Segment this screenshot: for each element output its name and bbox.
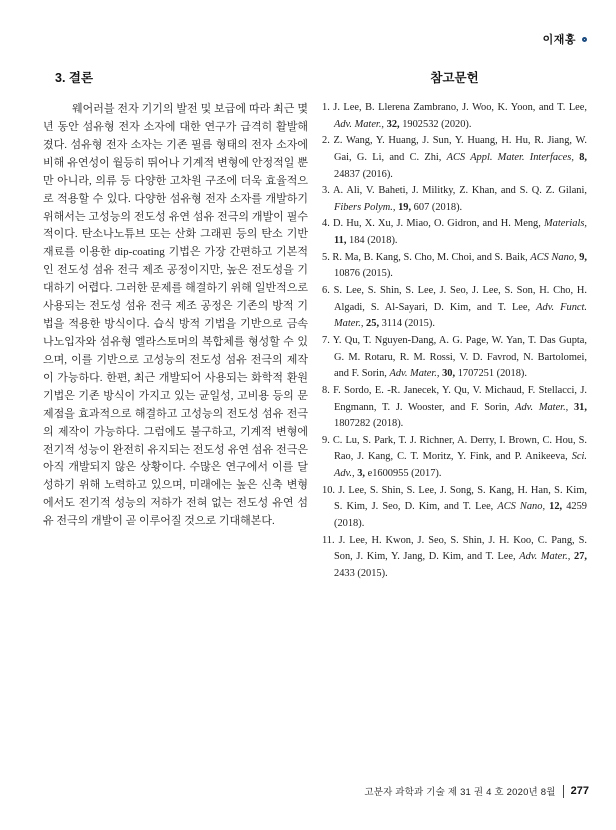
reference-number: 7.	[322, 334, 333, 346]
footer-divider	[563, 785, 564, 798]
reference-authors: C. Lu, S. Park, T. J. Richner, A. Derry, I. Brown, C. Hou, S. Rao, J. Kang, C. T. Moritz, Y. Fink, and P. Anikeeva,	[332, 434, 587, 463]
reference-journal: Adv. Mater.,	[389, 368, 443, 380]
references-column	[322, 68, 587, 583]
reference-number: 10.	[322, 484, 339, 496]
reference-number: 11.	[322, 534, 339, 546]
reference-journal: Adv. Mater.,	[519, 551, 574, 563]
reference-pages-year: 1707251 (2018).	[457, 368, 527, 380]
two-column-body	[43, 68, 587, 583]
reference-number: 5.	[322, 251, 333, 263]
reference-pages-year: 24837 (2016).	[334, 168, 393, 180]
reference-journal: ACS Nano,	[530, 251, 580, 263]
reference-authors: Y. Qu, T. Nguyen-Dang, A. G. Page, W. Yan, T. Das Gupta, G. M. Rotaru, R. M. Rossi, V. D. Favrod, N. Bartolomei, and F. Sorin,	[332, 334, 587, 380]
reference-item	[322, 433, 587, 483]
reference-item	[322, 483, 587, 533]
reference-number: 1.	[322, 102, 334, 113]
reference-item	[322, 250, 587, 283]
footer-page-number: 277	[570, 785, 589, 797]
reference-number: 8.	[322, 384, 334, 396]
reference-item	[322, 333, 587, 383]
reference-item	[322, 283, 587, 333]
conclusion-paragraph: 웨어러블 전자 기기의 발전 및 보급에 따라 최근 몇 년 동안 섬유형 전자 소자에 대한 연구가 급격히 활발해졌다. 섬유형 전자 소자는 기존 필름 형태의 전자 소자에 비해 유연성이 월등히 뛰어나 기계적 변형에 안정적일 뿐만 아니라, 의류 등 다양한 고차원 구조에 더욱 효율적으로 적용할 수 있다. 다양한 섬유형 전자 소자를 개발하기 위해서는 고성능의 전도성 유연 섬유 전극의 개발이 필수적이다. 탄소나노튜브 또는 산화 그래핀 등의 탄소 기반 재료를 이용한 dip-coating 기법은 가장 간편하고 기본적인 전도성 섬유 전극 제조 공정이지만, 높은 전도성을 기대하기 어렵다. 그러한 문제를 해결하기 위해 일반적으로 사용되는 전도성 섬유 전극 제조 공정은 기존의 방적 기법을 적용한 방식이다. 습식 방적 기법을 기반으로 금속 나노입자와 섬유형 엘라스토머의 복합체를 형성할 수 있으며, 이를 기반으로 고성능의 전도성 섬유 전극의 제작이 가능하다. 한편, 최근 개발되어 사용되는 화학적 환원 기법은 기존 방식이 가지고 있는 균일성, 고비용 등의 문제점을 효과적으로 해결하고 고성능의 전도성 섬유 전극의 제작이 가능하다. 그럼에도 불구하고, 기계적 변형에 전기적 성능이 완전히 유지되는 전도성 유연 섬유 전극은 아직 개발되지 않은 상황이다. 수많은 연구에서 이를 달성하기 위해 노력하고 있으며, 미래에는 높은 신축 변형에서도 전기적 성능의 저하가 전혀 없는 전도성 유연 섬유 전극의 개발이 곧 이루어질 것으로 기대해본다.	[43, 103, 308, 528]
reference-pages-year: 2433 (2015).	[334, 567, 388, 579]
reference-number: 9.	[322, 434, 333, 446]
reference-volume: 9,	[579, 251, 587, 263]
reference-journal: ACS Appl. Mater. Interfaces,	[446, 151, 580, 163]
reference-pages-year: 184 (2018).	[349, 235, 398, 247]
reference-volume: 32,	[386, 118, 403, 130]
reference-volume: 19,	[398, 201, 414, 213]
author-ring-icon	[582, 37, 587, 42]
reference-pages-year: 1807282 (2018).	[334, 418, 404, 430]
reference-item	[322, 533, 587, 583]
reference-number: 6.	[322, 285, 334, 297]
reference-pages-year: 10876 (2015).	[334, 268, 393, 280]
reference-journal: Materials,	[544, 218, 588, 230]
reference-pages-year: 4259 (2018).	[334, 501, 587, 530]
reference-authors: J. Lee, S. Shin, S. Lee, J. Song, S. Kang, H. Han, S. Kim, S. Kim, J. Seo, D. Kim, and T. Lee,	[334, 484, 587, 513]
page-header	[543, 31, 587, 47]
reference-authors: A. Ali, V. Baheti, J. Militky, Z. Khan, and S. Q. Z. Gilani,	[333, 185, 587, 197]
reference-pages-year: 3114 (2015).	[381, 318, 435, 330]
reference-item	[322, 183, 587, 216]
reference-journal: ACS Nano,	[497, 501, 550, 513]
reference-authors: J. Lee, B. Llerena Zambrano, J. Woo, K. Yoon, and T. Lee,	[333, 102, 588, 113]
reference-pages-year: e1600955 (2017).	[367, 468, 442, 480]
reference-journal: Sci. Adv.,	[334, 451, 587, 480]
reference-volume: 12,	[549, 501, 567, 513]
reference-pages-year: 1902532 (2020).	[402, 118, 472, 130]
reference-number: 3.	[322, 185, 334, 197]
reference-journal: Adv. Mater.,	[334, 118, 387, 130]
reference-volume: 8,	[579, 151, 587, 163]
reference-journal: Fibers Polym.,	[334, 201, 399, 213]
reference-authors: R. Ma, B. Kang, S. Cho, M. Choi, and S. Baik,	[332, 251, 531, 263]
footer-journal-info: 고분자 과학과 기술 제 31 권 4 호 2020년 8월	[364, 787, 556, 798]
reference-authors: F. Sordo, E. -R. Janecek, Y. Qu, V. Michaud, F. Stellacci, J. Engmann, T. J. Wooster, and F. Sorin,	[333, 384, 587, 413]
conclusion-heading: 3. 결론	[55, 71, 94, 85]
conclusion-column	[43, 68, 308, 583]
references-heading: 참고문헌	[430, 71, 479, 85]
reference-item	[322, 133, 587, 183]
reference-authors: S. Lee, S. Shin, S. Lee, J. Seo, J. Lee, S. Son, H. Cho, H. Algadi, S. Al-Sayari, D. Kim, and T. Lee,	[333, 285, 588, 313]
reference-pages-year: 607 (2018).	[413, 201, 463, 213]
reference-authors: Z. Wang, Y. Huang, J. Sun, Y. Huang, H. Hu, R. Jiang, W. Gai, G. Li, and C. Zhi,	[333, 135, 587, 163]
reference-journal: Adv. Mater.,	[515, 401, 574, 413]
reference-volume: 27,	[574, 551, 587, 563]
page-footer	[364, 784, 589, 798]
reference-volume: 3,	[357, 468, 368, 480]
reference-volume: 11,	[334, 235, 350, 247]
reference-list	[322, 100, 587, 583]
reference-volume: 30,	[442, 368, 458, 380]
reference-volume: 31,	[573, 401, 587, 413]
reference-authors: D. Hu, X. Xu, J. Miao, O. Gidron, and H. Meng,	[332, 218, 544, 230]
reference-item	[322, 100, 587, 133]
author-name: 이재홍	[542, 34, 576, 46]
reference-volume: 25,	[366, 318, 382, 330]
reference-number: 4.	[322, 218, 333, 230]
reference-number: 2.	[322, 135, 334, 147]
reference-journal: Adv. Funct. Mater.,	[334, 301, 587, 330]
reference-item	[322, 216, 587, 249]
reference-authors: J. Lee, H. Kwon, J. Seo, S. Shin, J. H. Koo, C. Pang, S. Son, J. Kim, Y. Jang, D. Kim, and T. Lee,	[334, 534, 587, 563]
reference-item	[322, 383, 587, 433]
